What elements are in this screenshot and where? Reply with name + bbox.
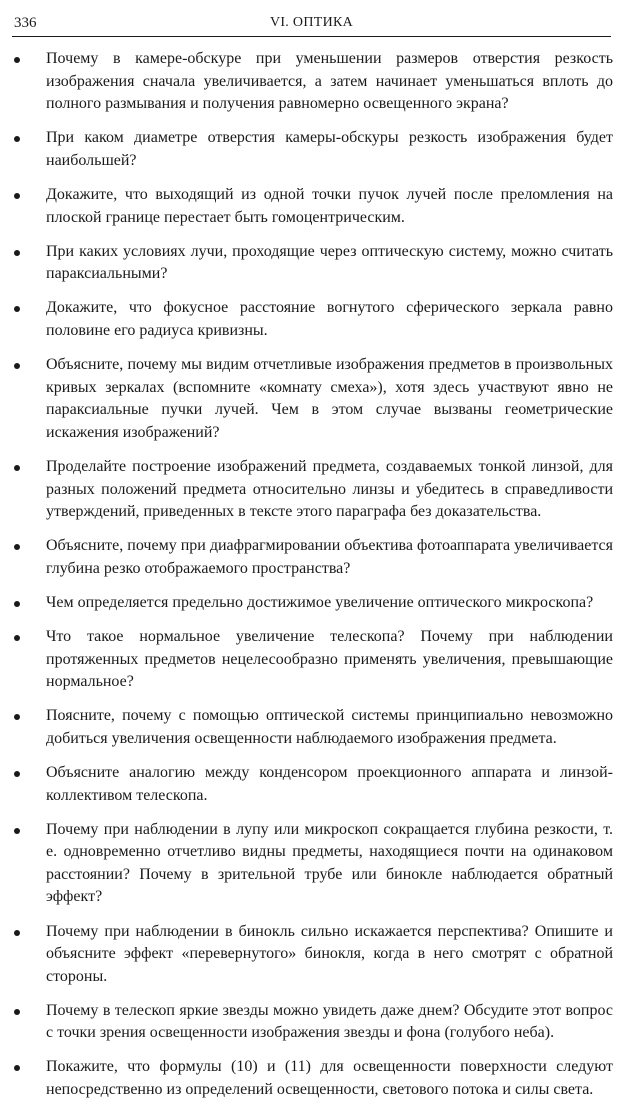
- question-list: [0, 48, 629, 1113]
- running-head: VI. ОПТИКА: [269, 15, 354, 30]
- question-text: Что такое нормальное увеличение телескопа? Почему при наблюдении протяженных предметов нецелесообразно применять увеличения, превышающие нормальное?: [46, 627, 613, 691]
- question-text: Объясните, почему мы видим отчетливые изображения предметов в произвольных кривых зеркалах (вспомните «комнату смеха»), хотя здесь участвуют явно не параксиальные пучки лучей. Чем в этом случае вызваны геометрические искажения изображений?: [46, 356, 613, 441]
- question-item: [0, 127, 629, 172]
- bullet-icon: [14, 771, 20, 777]
- question-text: При каких условиях лучи, проходящие через оптическую систему, можно считать параксиальными?: [46, 242, 613, 283]
- question-item: [0, 1056, 629, 1101]
- bullet-icon: [14, 250, 20, 256]
- question-text: Почему в камере-обскуре при уменьшении размеров отверстия резкость изображения сначала увеличивается, а затем начинает уменьшаться вплоть до полного размывания и получения равномерно освещенного экрана?: [46, 50, 613, 113]
- bullet-icon: [14, 930, 20, 936]
- question-item: [0, 592, 629, 615]
- page-header: [12, 14, 611, 37]
- question-item: [0, 535, 629, 580]
- question-item: [0, 456, 629, 524]
- bullet-icon: [14, 1009, 20, 1015]
- question-item: [0, 705, 629, 750]
- question-item: [0, 241, 629, 286]
- question-item: [0, 819, 629, 909]
- bullet-icon: [14, 57, 20, 63]
- question-text: Покажите, что формулы (10) и (11) для освещенности поверхности следуют непосредственно из определений освещенности, светового потока и силы света.: [46, 1058, 613, 1099]
- question-item: [0, 762, 629, 807]
- question-item: [0, 1000, 629, 1045]
- bullet-icon: [14, 635, 20, 641]
- question-item: [0, 48, 629, 116]
- question-text: Объясните аналогию между конденсором проекционного аппарата и линзой-коллективом телескопа.: [46, 763, 613, 804]
- question-text: Почему при наблюдении в лупу или микроскоп сокращается глубина резкости, т. е. одновременно отчетливо видны предметы, находящиеся почти на одинаковом расстоянии? Почему в зрительной трубе или бинокле наблюдается обратный эффект?: [46, 820, 613, 906]
- bullet-icon: [14, 1065, 20, 1071]
- bullet-icon: [14, 465, 20, 471]
- bullet-icon: [14, 544, 20, 550]
- page-number: 336: [14, 15, 37, 31]
- question-text: Докажите, что выходящий из одной точки пучок лучей после преломления на плоской границе перестает быть гомоцентрическим.: [46, 185, 613, 226]
- question-text: Поясните, почему с помощью оптической системы принципиально невозможно добиться увеличения освещенности наблюдаемого изображения предмета.: [46, 707, 613, 747]
- question-text: Докажите, что фокусное расстояние вогнутого сферического зеркала равно половине его радиуса кривизны.: [46, 299, 613, 339]
- bullet-icon: [14, 828, 20, 834]
- bullet-icon: [14, 193, 20, 199]
- question-text: Чем определяется предельно достижимое увеличение оптического микроскопа?: [46, 593, 594, 611]
- bullet-icon: [14, 363, 20, 369]
- bullet-icon: [14, 136, 20, 142]
- question-item: [0, 921, 629, 989]
- bullet-icon: [14, 306, 20, 312]
- question-text: Почему при наблюдении в бинокль сильно искажается перспектива? Опишите и объясните эффект «перевернутого» бинокля, когда в него смотрят с обратной стороны.: [46, 922, 613, 985]
- question-item: [0, 297, 629, 342]
- question-text: При каком диаметре отверстия камеры-обскуры резкость изображения будет наибольшей?: [46, 129, 613, 169]
- bullet-icon: [14, 601, 20, 607]
- question-item: [0, 626, 629, 694]
- bullet-icon: [14, 714, 20, 720]
- question-item: [0, 184, 629, 229]
- question-text: Объясните, почему при диафрагмировании объектива фотоаппарата увеличивается глубина резко отображаемого пространства?: [46, 537, 613, 577]
- question-text: Почему в телескоп яркие звезды можно увидеть даже днем? Обсудите этот вопрос с точки зрения освещенности изображения звезды и фона (голубого неба).: [46, 1001, 613, 1042]
- question-text: Проделайте построение изображений предмета, создаваемых тонкой линзой, для разных положений предмета относительно линзы и убедитесь в справедливости утверждений, приведенных в тексте этого параграфа без доказательства.: [46, 457, 613, 521]
- question-item: [0, 354, 629, 444]
